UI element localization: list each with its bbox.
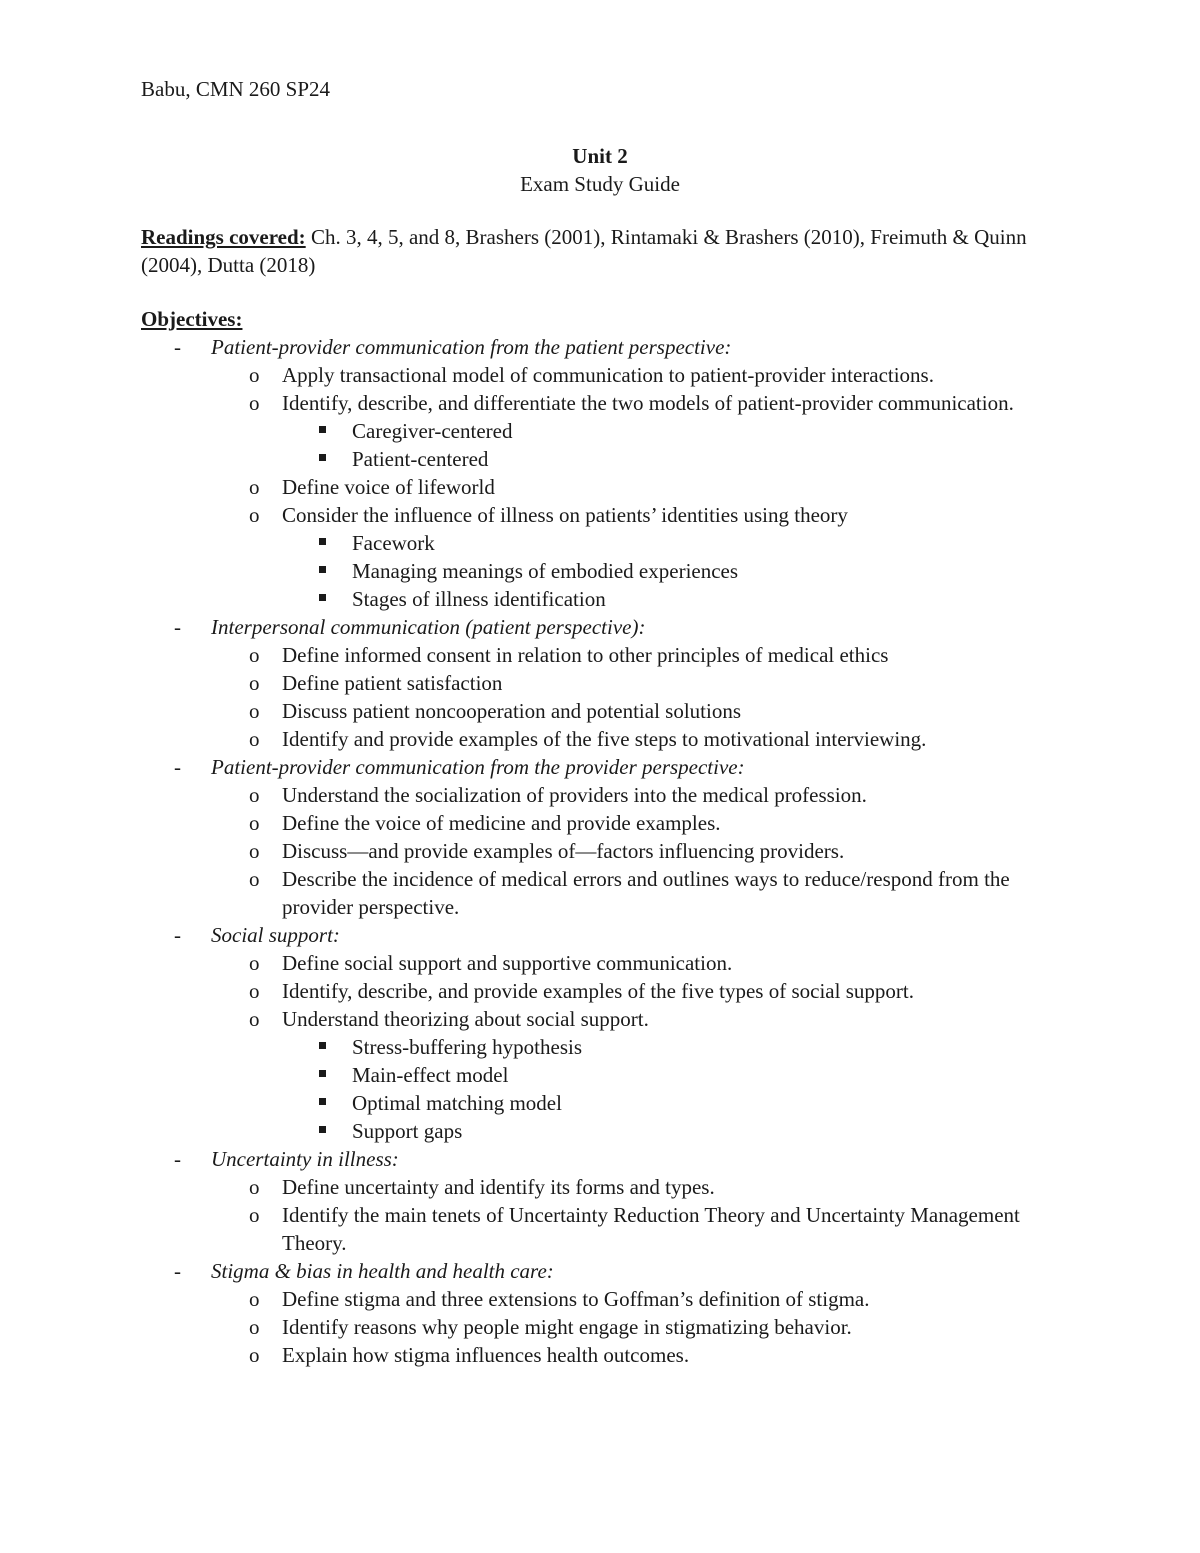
list-item-text: Understand theorizing about social support. [282, 1007, 649, 1031]
sub-list-item-text: Optimal matching model [352, 1091, 562, 1115]
sub-list-item [141, 1089, 1061, 1117]
section-heading [141, 921, 1061, 949]
circle-bullet: o [249, 503, 260, 527]
list-item [141, 1313, 1061, 1341]
readings-paragraph [141, 223, 1061, 279]
list-item-text: Define the voice of medicine and provide examples. [282, 811, 721, 835]
circle-bullet: o [249, 1007, 260, 1031]
list-item [141, 501, 1061, 529]
section-heading [141, 333, 1061, 361]
sub-list-item-text: Support gaps [352, 1119, 463, 1143]
circle-bullet: o [249, 979, 260, 1003]
list-item [141, 641, 1061, 669]
section-heading [141, 1145, 1061, 1173]
list-item [141, 809, 1061, 837]
list-item-text: Describe the incidence of medical errors and outlines ways to reduce/respond from the provider perspective. [282, 867, 1010, 919]
list-item-text: Define stigma and three extensions to Goffman’s definition of stigma. [282, 1287, 870, 1311]
section-heading [141, 753, 1061, 781]
list-item-text: Identify, describe, and differentiate the two models of patient-provider communication. [282, 391, 1014, 415]
title-block [0, 142, 1200, 198]
list-item [141, 1005, 1061, 1033]
list-item [141, 697, 1061, 725]
circle-bullet: o [249, 951, 260, 975]
sub-list-item-text: Managing meanings of embodied experiences [352, 559, 739, 583]
circle-bullet: o [249, 671, 260, 695]
list-item [141, 781, 1061, 809]
square-bullet-icon [319, 1070, 326, 1077]
objectives-list [141, 333, 1061, 1369]
square-bullet-icon [319, 566, 326, 573]
dash-bullet: - [174, 335, 181, 359]
sub-list-item [141, 529, 1061, 557]
list-item-text: Identify, describe, and provide examples of the five types of social support. [282, 979, 914, 1003]
list-item [141, 865, 1061, 921]
circle-bullet: o [249, 391, 260, 415]
sub-list-item [141, 557, 1061, 585]
dash-bullet: - [174, 755, 181, 779]
section-heading-text: Uncertainty in illness: [211, 1147, 399, 1171]
list-item-text: Identify and provide examples of the five steps to motivational interviewing. [282, 727, 927, 751]
circle-bullet: o [249, 1175, 260, 1199]
square-bullet-icon [319, 1042, 326, 1049]
sub-list-item [141, 1117, 1061, 1145]
list-item [141, 1201, 1061, 1257]
circle-bullet: o [249, 783, 260, 807]
list-item [141, 669, 1061, 697]
dash-bullet: - [174, 615, 181, 639]
list-item-text: Identify the main tenets of Uncertainty Reduction Theory and Uncertainty Management Theory. [282, 1203, 1020, 1255]
page-subtitle: Exam Study Guide [520, 172, 680, 196]
course-header: Babu, CMN 260 SP24 [141, 77, 331, 101]
circle-bullet: o [249, 699, 260, 723]
list-item-text: Define patient satisfaction [282, 671, 503, 695]
sub-list-item-text: Patient-centered [352, 447, 489, 471]
square-bullet-icon [319, 426, 326, 433]
dash-bullet: - [174, 923, 181, 947]
sub-list-item [141, 445, 1061, 473]
circle-bullet: o [249, 1315, 260, 1339]
square-bullet-icon [319, 1126, 326, 1133]
list-item-text: Identify reasons why people might engage in stigmatizing behavior. [282, 1315, 852, 1339]
list-item [141, 837, 1061, 865]
square-bullet-icon [319, 1098, 326, 1105]
circle-bullet: o [249, 1203, 260, 1227]
list-item [141, 949, 1061, 977]
sub-list-item [141, 417, 1061, 445]
section-heading-text: Stigma & bias in health and health care: [211, 1259, 554, 1283]
list-item [141, 473, 1061, 501]
objective-section [141, 753, 1061, 921]
list-item-text: Apply transactional model of communication to patient-provider interactions. [282, 363, 934, 387]
objective-section [141, 1257, 1061, 1369]
sub-list-item [141, 585, 1061, 613]
circle-bullet: o [249, 727, 260, 751]
square-bullet-icon [319, 538, 326, 545]
circle-bullet: o [249, 1343, 260, 1367]
section-heading [141, 613, 1061, 641]
objective-section [141, 1145, 1061, 1257]
list-item-text: Define informed consent in relation to other principles of medical ethics [282, 643, 889, 667]
list-item-text: Define social support and supportive communication. [282, 951, 733, 975]
list-item [141, 1173, 1061, 1201]
circle-bullet: o [249, 1287, 260, 1311]
list-item-text: Explain how stigma influences health outcomes. [282, 1343, 690, 1367]
sub-list-item-text: Stages of illness identification [352, 587, 606, 611]
section-heading-text: Interpersonal communication (patient perspective): [211, 615, 646, 639]
readings-label: Readings covered: [141, 225, 306, 249]
section-heading-text: Social support: [211, 923, 340, 947]
square-bullet-icon [319, 594, 326, 601]
list-item-text: Consider the influence of illness on patients’ identities using theory [282, 503, 848, 527]
page-title: Unit 2 [572, 144, 628, 168]
list-item [141, 1285, 1061, 1313]
objectives [141, 305, 1061, 1369]
sub-list-item-text: Facework [352, 531, 435, 555]
dash-bullet: - [174, 1147, 181, 1171]
sub-list-item [141, 1061, 1061, 1089]
readings-text: Ch. 3, 4, 5, and 8, Brashers (2001), Rintamaki & Brashers (2010), Freimuth & Quinn (2004), Dutta (2018) [141, 225, 1027, 277]
sub-list-item-text: Caregiver-centered [352, 419, 513, 443]
list-item [141, 1341, 1061, 1369]
list-item [141, 725, 1061, 753]
list-item [141, 389, 1061, 417]
objectives-heading: Objectives: [141, 307, 243, 331]
circle-bullet: o [249, 867, 260, 891]
list-item [141, 977, 1061, 1005]
list-item-text: Discuss—and provide examples of—factors influencing providers. [282, 839, 845, 863]
sub-list-item-text: Main-effect model [352, 1063, 509, 1087]
circle-bullet: o [249, 475, 260, 499]
section-heading-text: Patient-provider communication from the patient perspective: [211, 335, 732, 359]
list-item [141, 361, 1061, 389]
square-bullet-icon [319, 454, 326, 461]
section-heading-text: Patient-provider communication from the provider perspective: [211, 755, 745, 779]
circle-bullet: o [249, 363, 260, 387]
objective-section [141, 921, 1061, 1145]
circle-bullet: o [249, 643, 260, 667]
dash-bullet: - [174, 1259, 181, 1283]
sub-list-item-text: Stress-buffering hypothesis [352, 1035, 583, 1059]
section-heading [141, 1257, 1061, 1285]
list-item-text: Define voice of lifeworld [282, 475, 495, 499]
circle-bullet: o [249, 811, 260, 835]
sub-list-item [141, 1033, 1061, 1061]
objective-section [141, 333, 1061, 613]
list-item-text: Understand the socialization of providers into the medical profession. [282, 783, 867, 807]
objective-section [141, 613, 1061, 753]
list-item-text: Discuss patient noncooperation and potential solutions [282, 699, 742, 723]
circle-bullet: o [249, 839, 260, 863]
list-item-text: Define uncertainty and identify its forms and types. [282, 1175, 715, 1199]
